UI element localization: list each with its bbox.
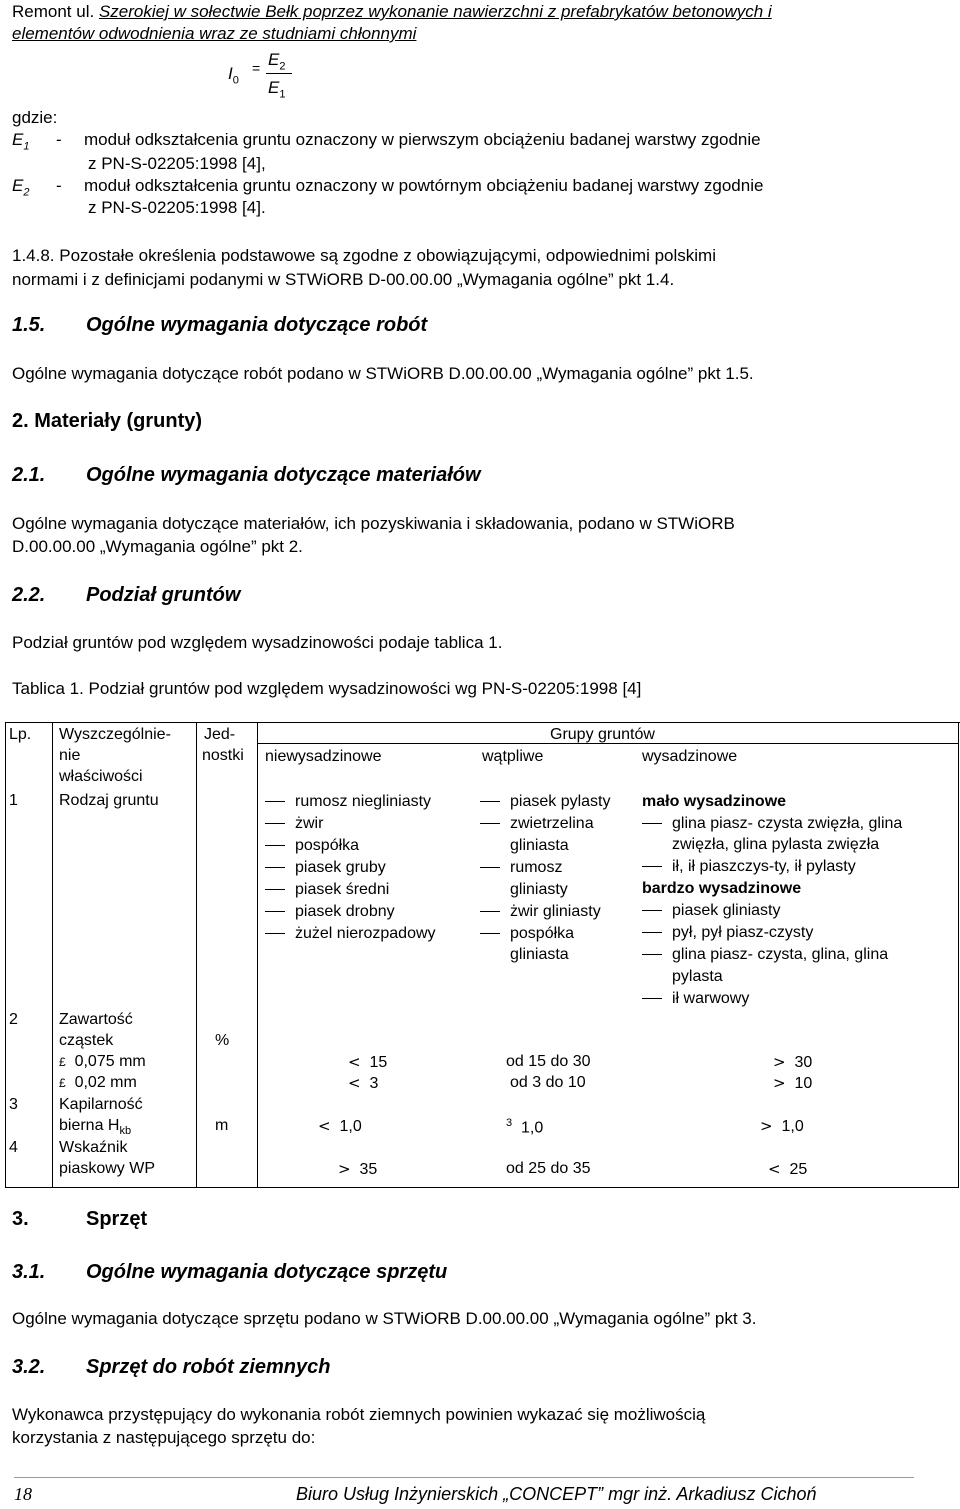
row-2-frost-1: > 30: [773, 1053, 813, 1071]
table-right-border: [958, 722, 959, 1187]
formula-denominator: $E_1$: [268, 78, 286, 101]
row-4-doubtful: od 25 do 35: [506, 1160, 591, 1177]
row-2-frost-2: > 10: [773, 1074, 813, 1092]
row-4-non-frost: > 35: [338, 1160, 378, 1178]
section-2-2-title: Podział gruntów: [86, 584, 241, 606]
e1-symbol: $E_1$: [12, 130, 30, 153]
section-2-2-number: 2.2.: [12, 584, 46, 606]
section-1-5-number: 1.5.: [12, 314, 46, 336]
header-property-2: nie: [59, 747, 81, 764]
header-soil-groups: Grupy gruntów: [550, 726, 655, 743]
table-caption: Tablica 1. Podział gruntów pod względem wysadzinowości wg PN-S-02205:1998 [4]: [12, 679, 642, 698]
row-3-unit: m: [215, 1117, 229, 1134]
e2-description-2: z PN-S-02205:1998 [4].: [88, 198, 266, 217]
list-item: żwir: [265, 815, 323, 833]
e1-dash: -: [56, 130, 62, 149]
section-2-1-title: Ogólne wymagania dotyczące materiałów: [86, 464, 481, 486]
row-3-doubtful: $^3$ 1,0: [506, 1117, 544, 1137]
row-3-non-frost: < 1,0: [318, 1117, 362, 1135]
footer-company: Biuro Usług Inżynierskich „CONCEPT” mgr inż. Arkadiusz Cichoń: [296, 1484, 817, 1504]
header-unit-2: nostki: [202, 747, 244, 764]
intro-title: Szerokiej w sołectwie Bełk poprzez wykonanie nawierzchni z prefabrykatów betonowych i: [98, 2, 772, 21]
table-left-border: [5, 722, 6, 1187]
p148-line-1: 1.4.8. Pozostałe określenia podstawowe są zgodne z obowiązującymi, odpowiednimi polskimi: [12, 246, 716, 265]
list-item: glina piasz- czysta, glina, glina: [642, 946, 888, 964]
header-unit-1: Jed-: [204, 726, 236, 743]
footer-page-number: 18: [14, 1484, 32, 1504]
section-2-2-text: Podział gruntów pod względem wysadzinowości podaje tablica 1.: [12, 633, 503, 652]
list-item: piasek gliniasty: [642, 902, 781, 920]
list-item: glina piasz- czysta zwięzła, glina: [642, 815, 902, 833]
list-item: żwir gliniasty: [480, 903, 601, 921]
section-3-title: Sprzęt: [86, 1208, 148, 1230]
section-1-5-title: Ogólne wymagania dotyczące robót: [86, 314, 428, 336]
list-item: pył, pył piasz-czysty: [642, 924, 813, 942]
list-item-continued: pylasta: [672, 968, 723, 985]
table-top-border: [5, 722, 960, 723]
list-item: piasek drobny: [265, 903, 395, 921]
formula-equals: =: [252, 60, 261, 76]
footer-divider: [14, 1477, 914, 1478]
section-3-1-text: Ogólne wymagania dotyczące sprzętu podano w STWiORB D.00.00.00 „Wymagania ogólne” pkt 3.: [12, 1309, 757, 1328]
e1-description: moduł odkształcenia gruntu oznaczony w pierwszym obciążeniu badanej warstwy zgodnie: [84, 130, 761, 149]
p148-line-2: normami i z definicjami podanymi w STWiORB D-00.00.00 „Wymagania ogólne” pkt 1.4.: [12, 270, 675, 289]
row-2-name-2: cząstek: [59, 1032, 114, 1049]
list-item-continued: gliniasty: [510, 881, 568, 898]
e2-symbol: $E_2$: [12, 176, 30, 199]
list-item: ił, ił piaszczys-ty, ił pylasty: [642, 858, 856, 876]
intro-prefix: Remont ul.: [12, 2, 99, 21]
list-item: zwietrzelina: [480, 815, 594, 833]
row-2-non-frost-1: < 15: [348, 1053, 388, 1071]
header-non-frost: niewysadzinowe: [265, 748, 382, 765]
list-item-continued: zwięzła, glina pylasta zwięzła: [672, 836, 880, 853]
e2-description: moduł odkształcenia gruntu oznaczony w powtórnym obciążeniu badanej warstwy zgodnie: [84, 176, 764, 195]
row-3-lp: 3: [9, 1096, 18, 1113]
header-property-1: Wyszczególnie-: [59, 726, 171, 743]
subheading-low-frost: mało wysadzinowe: [642, 793, 787, 810]
row-3-name-2: bierna $H_{kb}$: [59, 1117, 132, 1138]
section-3-1-number: 3.1.: [12, 1261, 46, 1283]
row-1-name: Rodzaj gruntu: [59, 792, 159, 809]
header-property-3: właściwości: [59, 768, 143, 785]
table-col-divider: [257, 722, 258, 1187]
row-2-doubtful-1: od 15 do 30: [506, 1053, 591, 1070]
list-item: ił warwowy: [642, 990, 749, 1008]
where-label: gdzie:: [12, 108, 58, 127]
list-item: pospółka: [480, 925, 574, 943]
row-3-frost: > 1,0: [760, 1117, 804, 1135]
e1-description-2: z PN-S-02205:1998 [4],: [88, 154, 266, 173]
table-col-divider: [196, 722, 197, 1187]
intro-line-2: elementów odwodnienia wraz ze studniami chłonnymi: [12, 24, 417, 43]
section-3-number: 3.: [12, 1208, 29, 1230]
section-2-1-text-2: D.00.00.00 „Wymagania ogólne” pkt 2.: [12, 537, 303, 556]
section-3-2-text-1: Wykonawca przystępujący do wykonania robót ziemnych powinien wykazać się możliwością: [12, 1405, 706, 1424]
row-4-name-1: Wskaźnik: [59, 1139, 128, 1156]
header-doubtful: wątpliwe: [482, 748, 544, 765]
row-2-unit: %: [215, 1032, 230, 1049]
row-2-doubtful-2: od 3 do 10: [510, 1074, 586, 1091]
e2-dash: -: [56, 176, 62, 195]
table-col-divider: [52, 722, 53, 1187]
section-2-title: 2. Materiały (grunty): [12, 410, 203, 432]
section-1-5-text: Ogólne wymagania dotyczące robót podano w STWiORB D.00.00.00 „Wymagania ogólne” pkt 1.5.: [12, 364, 754, 383]
row-1-lp: 1: [9, 792, 18, 809]
list-item-continued: gliniasta: [510, 946, 569, 963]
formula-numerator: $E_2$: [268, 50, 286, 73]
header-frost: wysadzinowe: [642, 748, 738, 765]
list-item: pospółka: [265, 837, 359, 855]
row-4-frost: < 25: [768, 1160, 808, 1178]
row-3-name-1: Kapilarność: [59, 1096, 143, 1113]
row-2-name-3: £ 0,075 mm: [59, 1053, 146, 1070]
fraction-bar: [266, 73, 292, 74]
list-item: piasek pylasty: [480, 793, 611, 811]
row-4-lp: 4: [9, 1139, 18, 1156]
row-2-name-1: Zawartość: [59, 1011, 133, 1028]
header-lp: Lp.: [9, 726, 32, 743]
section-2-1-number: 2.1.: [12, 464, 46, 486]
list-item: rumosz niegliniasty: [265, 793, 431, 811]
subheading-high-frost: bardzo wysadzinowe: [642, 880, 802, 897]
list-item: piasek gruby: [265, 859, 386, 877]
list-item-continued: gliniasta: [510, 837, 569, 854]
row-2-non-frost-2: < 3: [348, 1074, 379, 1092]
section-3-1-title: Ogólne wymagania dotyczące sprzętu: [86, 1261, 448, 1283]
row-4-name-2: piaskowy WP: [59, 1160, 156, 1177]
list-item: piasek średni: [265, 881, 389, 899]
section-3-2-text-2: korzystania z następującego sprzętu do:: [12, 1428, 316, 1447]
list-item: rumosz: [480, 859, 562, 877]
list-item: żużel nierozpadowy: [265, 925, 436, 943]
intro-line-1: [12, 2, 772, 22]
row-2-lp: 2: [9, 1011, 18, 1028]
row-2-name-4: £ 0,02 mm: [59, 1074, 137, 1091]
section-3-2-title: Sprzęt do robót ziemnych: [86, 1356, 331, 1378]
section-3-2-number: 3.2.: [12, 1356, 46, 1378]
section-2-1-text-1: Ogólne wymagania dotyczące materiałów, ich pozyskiwania i składowania, podano w STWiORB: [12, 514, 735, 533]
formula-lhs: $I_0$: [228, 64, 239, 87]
table-bottom-border: [5, 1187, 959, 1188]
